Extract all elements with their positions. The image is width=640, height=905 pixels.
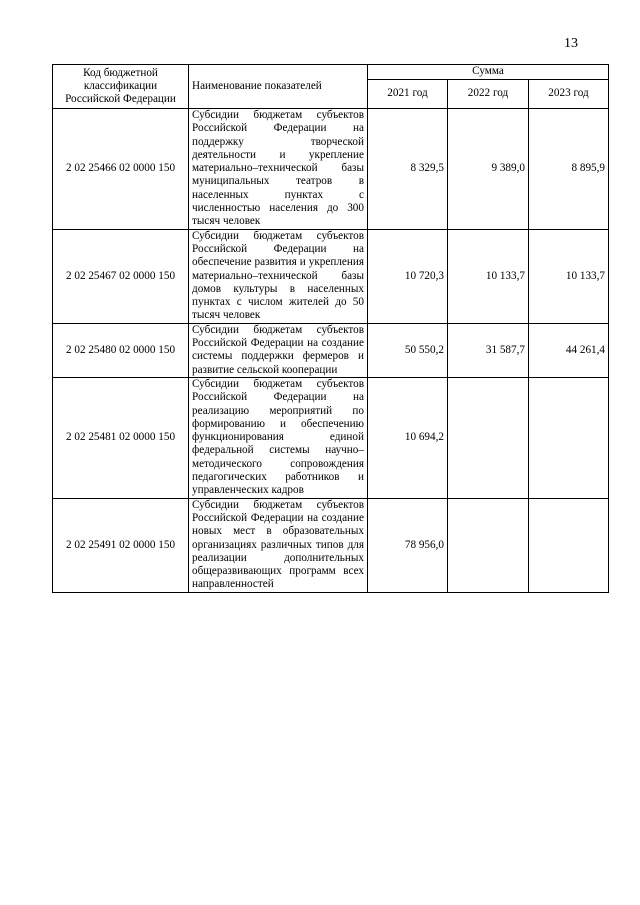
amount-2023: 8 895,9	[529, 109, 609, 230]
year-2022-header: 2022 год	[448, 80, 529, 109]
amount-2023	[529, 498, 609, 592]
sum-column-header: Сумма	[368, 65, 609, 80]
indicator-name: Субсидии бюджетам субъектов Российской Федерации на реализацию мероприятий по формированию и обеспечению функционирования единой федеральной системы научно–методического сопровождения педагогических работников и управленческих кадров	[189, 377, 368, 498]
amount-2023	[529, 377, 609, 498]
amount-2022: 31 587,7	[448, 323, 529, 377]
budget-code: 2 02 25491 02 0000 150	[53, 498, 189, 592]
indicator-name: Субсидии бюджетам субъектов Российской Федерации на создание новых мест в образовательных организациях различных типов для реализации дополнительных общеразвивающих программ всех направленностей	[189, 498, 368, 592]
page-number: 13	[564, 36, 578, 51]
budget-code: 2 02 25467 02 0000 150	[53, 229, 189, 323]
budget-code: 2 02 25480 02 0000 150	[53, 323, 189, 377]
amount-2022: 9 389,0	[448, 109, 529, 230]
indicator-name: Субсидии бюджетам субъектов Российской Федерации на обеспечение развития и укрепления материально–технической базы домов культуры в населенных пунктах с числом жителей до 50 тысяч человек	[189, 229, 368, 323]
header-row-top	[53, 65, 609, 80]
budget-table	[52, 64, 609, 593]
amount-2021: 8 329,5	[368, 109, 448, 230]
amount-2021: 78 956,0	[368, 498, 448, 592]
table-row	[53, 229, 609, 323]
amount-2021: 10 720,3	[368, 229, 448, 323]
table-header	[53, 65, 609, 109]
budget-code: 2 02 25466 02 0000 150	[53, 109, 189, 230]
amount-2021: 10 694,2	[368, 377, 448, 498]
name-column-header: Наименование показателей	[189, 65, 368, 109]
amount-2023: 10 133,7	[529, 229, 609, 323]
amount-2022	[448, 377, 529, 498]
amount-2022	[448, 498, 529, 592]
indicator-name: Субсидии бюджетам субъектов Российской Федерации на поддержку творческой деятельности и укрепление материально–технической базы муниципальных театров в населенных пунктах с численностью населения до 300 тысяч человек	[189, 109, 368, 230]
code-column-header: Код бюджетной классификации Российской Федерации	[53, 65, 189, 109]
amount-2022: 10 133,7	[448, 229, 529, 323]
year-2021-header: 2021 год	[368, 80, 448, 109]
amount-2023: 44 261,4	[529, 323, 609, 377]
table-row	[53, 498, 609, 592]
amount-2021: 50 550,2	[368, 323, 448, 377]
table-row	[53, 323, 609, 377]
table-body	[53, 109, 609, 593]
year-2023-header: 2023 год	[529, 80, 609, 109]
table-row	[53, 377, 609, 498]
budget-code: 2 02 25481 02 0000 150	[53, 377, 189, 498]
table-row	[53, 109, 609, 230]
indicator-name: Субсидии бюджетам субъектов Российской Федерации на создание системы поддержки фермеров и развитие сельской кооперации	[189, 323, 368, 377]
